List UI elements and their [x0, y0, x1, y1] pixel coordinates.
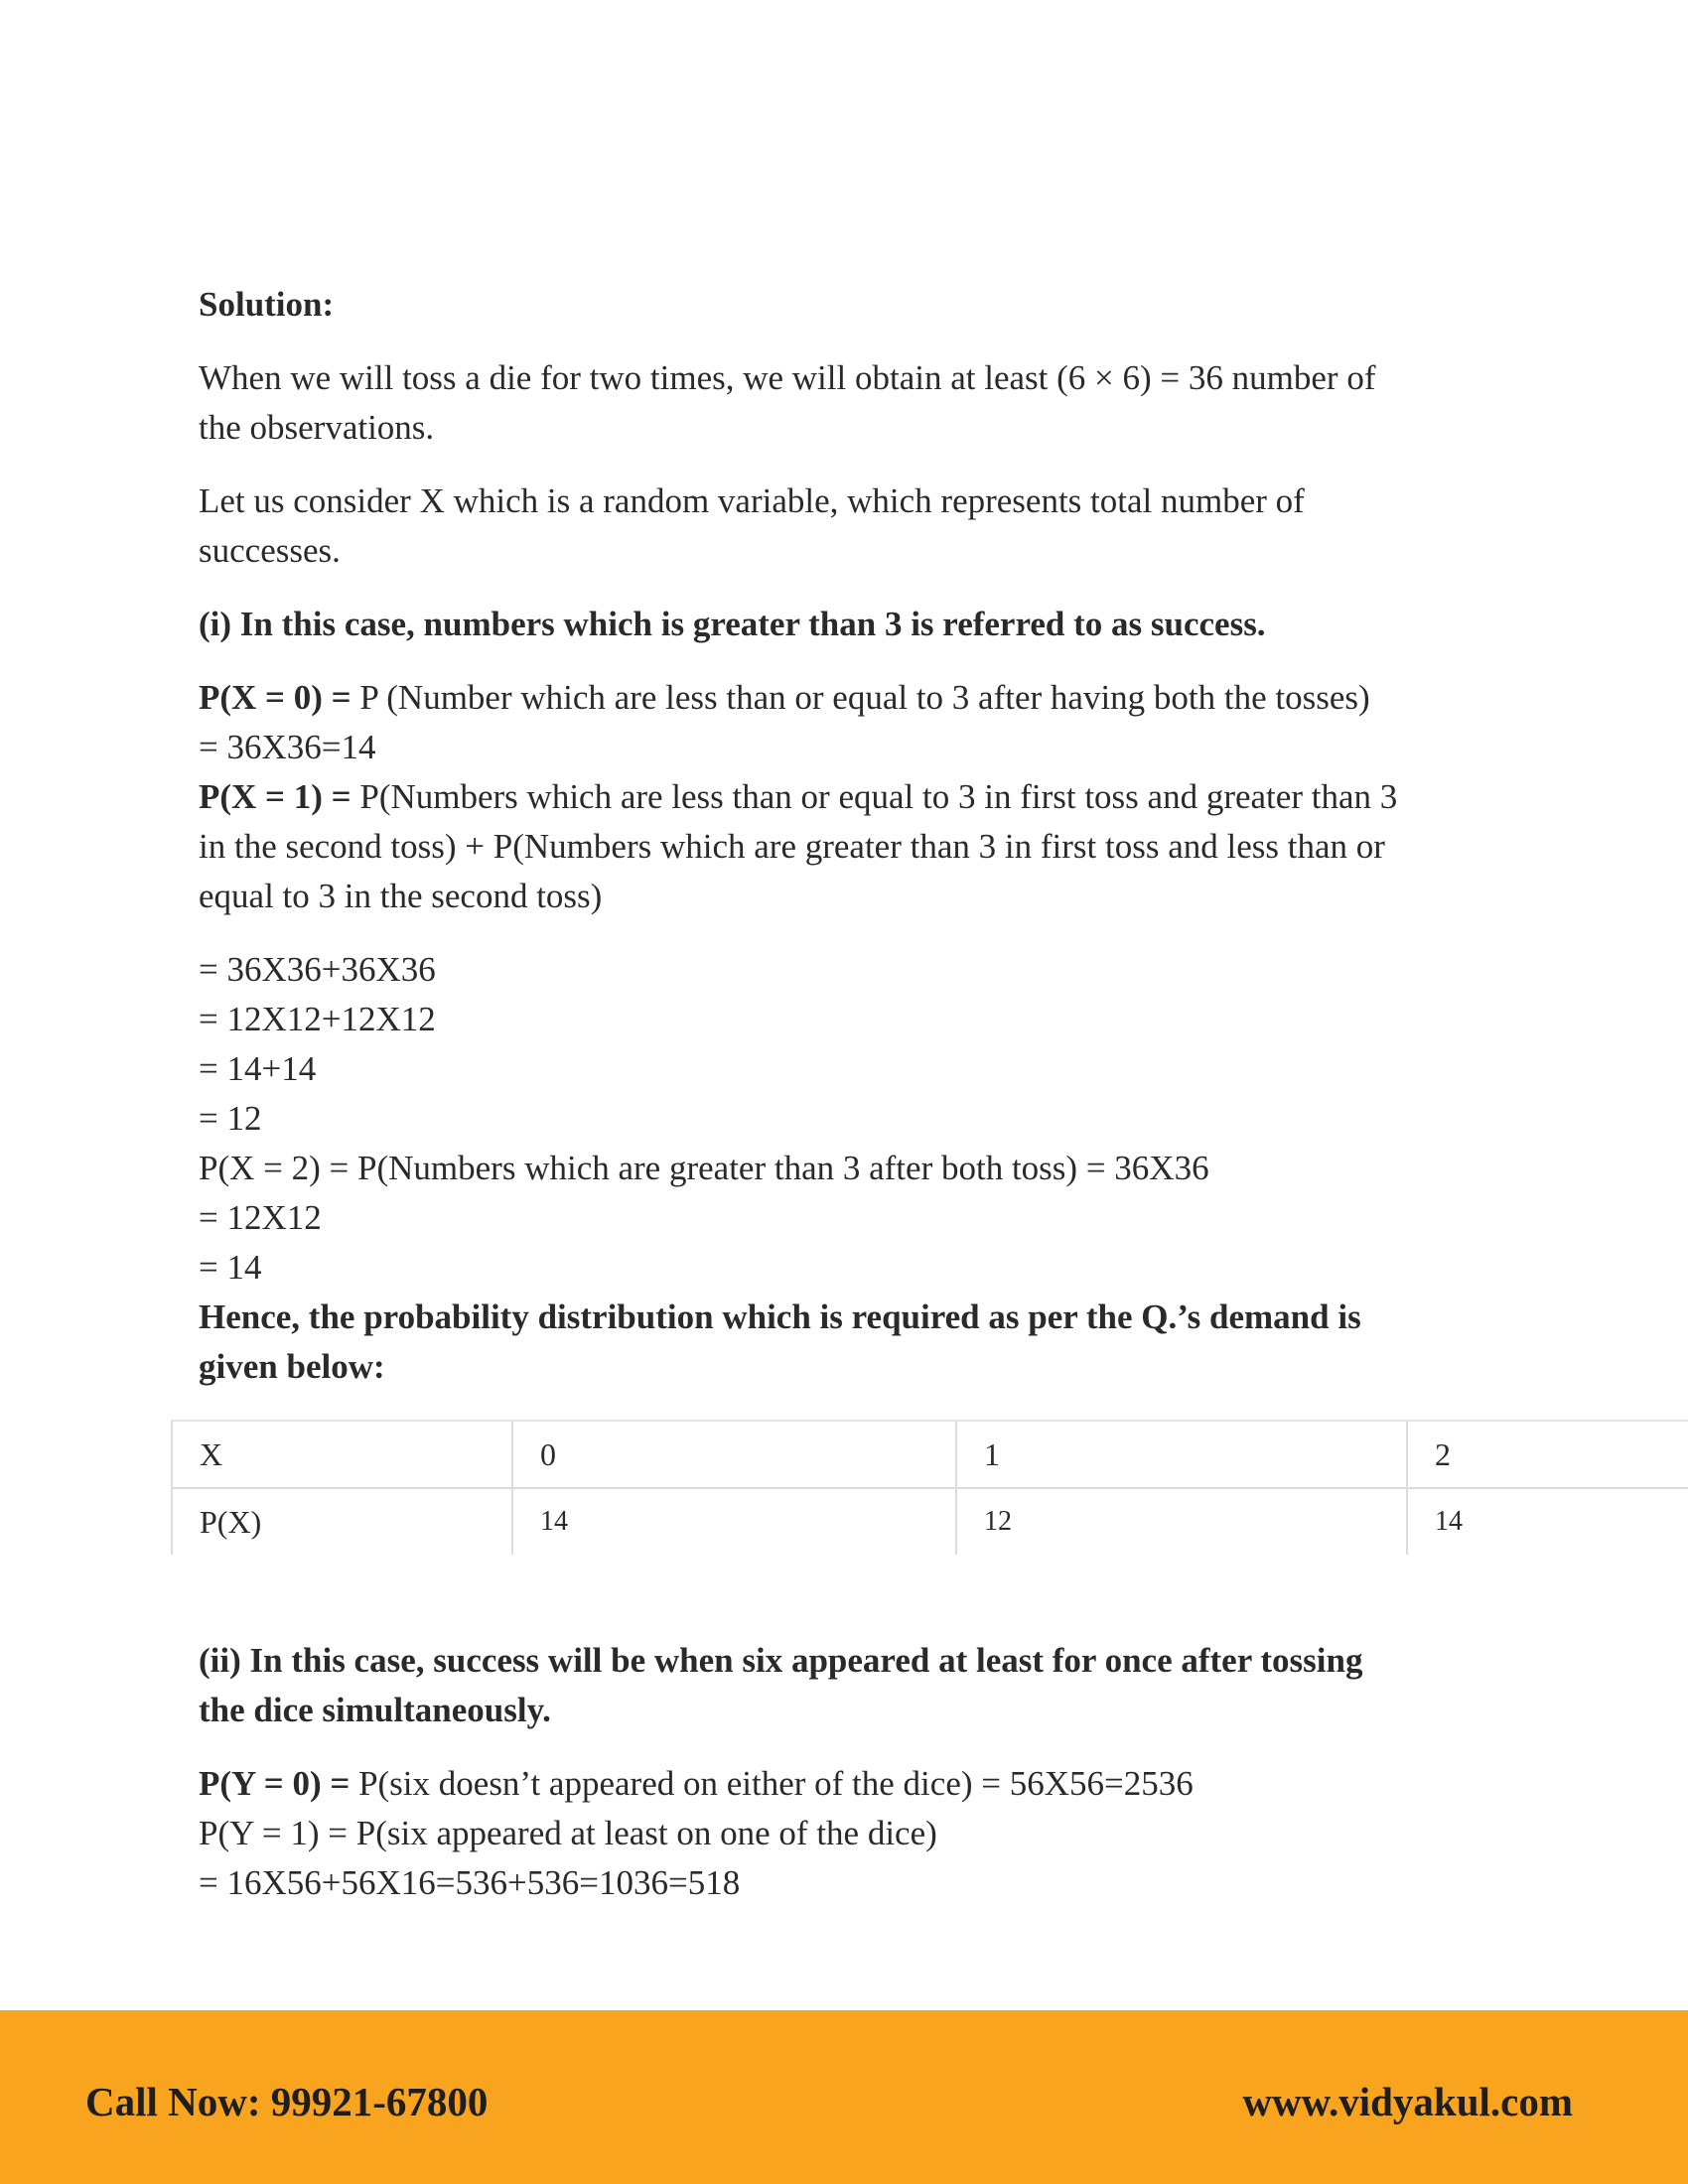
- intro-line-1: When we will toss a die for two times, we will obtain at least (6 × 6) = 36 number of: [199, 358, 1376, 397]
- px0-text: P (Number which are less than or equal to 3 after having both the tosses): [351, 678, 1370, 717]
- part-ii-title-line-2: the dice simultaneously.: [199, 1691, 551, 1729]
- table-header-x: X: [172, 1421, 512, 1488]
- px1-step-1: = 36X36+36X36: [199, 950, 436, 989]
- table-cell: 2: [1407, 1421, 1688, 1488]
- table-cell: 1: [956, 1421, 1407, 1488]
- px1-statement: [199, 772, 1489, 822]
- px1-line-3: equal to 3 in the second toss): [199, 877, 603, 915]
- table-row: [172, 1488, 1688, 1555]
- footer-banner: [0, 2010, 1688, 2184]
- solution-body: [199, 280, 1489, 1392]
- intro-line-2: the observations.: [199, 408, 435, 447]
- px2-statement: P(X = 2) = P(Numbers which are greater than 3 after both toss) = 36X36: [199, 1149, 1209, 1187]
- solution-heading: Solution:: [199, 285, 335, 324]
- table-cell: 12: [956, 1488, 1407, 1555]
- intro-line-4: successes.: [199, 531, 341, 570]
- px1-text: P(Numbers which are less than or equal to 3 in first toss and greater than 3: [351, 777, 1398, 816]
- probability-table: [171, 1420, 1688, 1555]
- px0-result: = 36X36=14: [199, 728, 376, 766]
- table-row: [172, 1421, 1688, 1488]
- table-cell: 14: [1407, 1488, 1688, 1555]
- px1-label: P(X = 1) =: [199, 777, 352, 816]
- part-i-title: (i) In this case, numbers which is greater than 3 is referred to as success.: [199, 605, 1266, 643]
- py0-statement: [199, 1759, 1489, 1809]
- px0-statement: [199, 673, 1489, 723]
- intro-line-3: Let us consider X which is a random variable, which represents total number of: [199, 481, 1305, 520]
- py0-text: P(six doesn’t appeared on either of the dice) = 56X56=2536: [350, 1764, 1194, 1803]
- table-cell: 14: [512, 1488, 956, 1555]
- part-ii-title-line-1: (ii) In this case, success will be when six appeared at least for once after tossing: [199, 1641, 1363, 1680]
- px1-step-2: = 12X12+12X12: [199, 1000, 436, 1038]
- py1-statement: P(Y = 1) = P(six appeared at least on one of the dice): [199, 1814, 937, 1852]
- table-header-px: P(X): [172, 1488, 512, 1555]
- table-cell: 0: [512, 1421, 956, 1488]
- px1-line-2: in the second toss) + P(Numbers which are greater than 3 in first toss and less than or: [199, 827, 1385, 866]
- conclusion-line-1: Hence, the probability distribution which is required as per the Q.’s demand is: [199, 1297, 1361, 1336]
- py0-label: P(Y = 0) =: [199, 1764, 351, 1803]
- px2-step-1: = 12X12: [199, 1198, 322, 1237]
- px1-step-3: = 14+14: [199, 1049, 317, 1088]
- py1-result: = 16X56+56X16=536+536=1036=518: [199, 1863, 741, 1902]
- part-ii-body: [199, 1636, 1489, 1908]
- px1-step-4: = 12: [199, 1099, 262, 1138]
- call-now-text: Call Now: 99921-67800: [85, 2079, 489, 2124]
- website-link[interactable]: www.vidyakul.com: [1242, 2079, 1573, 2124]
- px2-step-2: = 14: [199, 1248, 262, 1287]
- conclusion-line-2: given below:: [199, 1347, 385, 1386]
- px0-label: P(X = 0) =: [199, 678, 352, 717]
